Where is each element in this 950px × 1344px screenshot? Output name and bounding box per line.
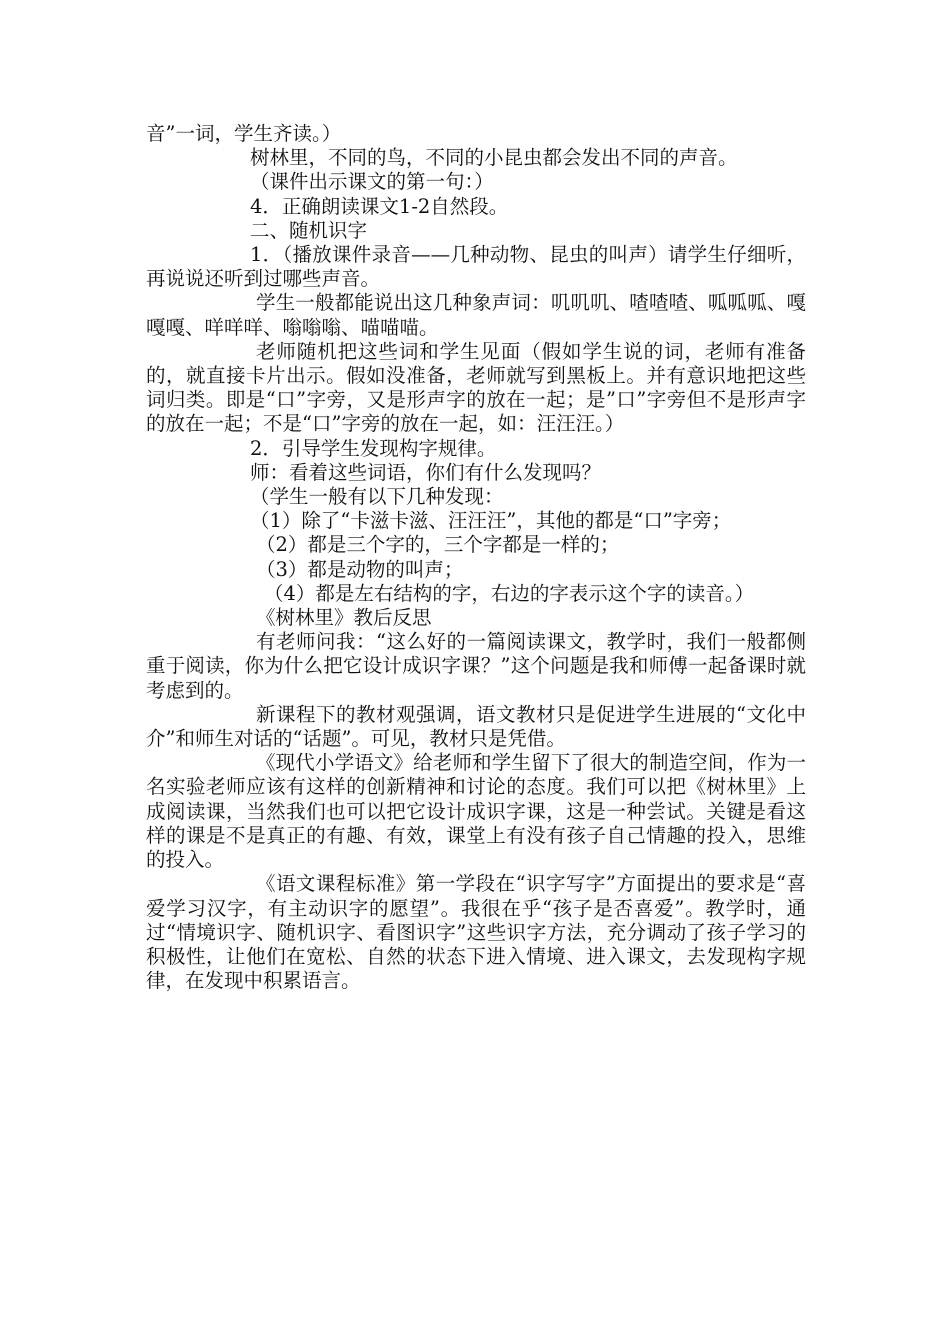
reflection-paragraph-4: 《语文课程标准》第一学段在“识字写字”方面提出的要求是“喜爱学习汉字，有主动识字的愿望”。我很在乎“孩子是否喜爱”。教学时，通过“情境识字、随机识字、看图识字”这些识字方法，充分调动了孩子学习的积极性，让他们在宽松、自然的状态下进入情境、进入课文，去发现构字规律，在发现中积累语言。 — [146, 872, 806, 993]
reflection-paragraph-2: 新课程下的教材观强调，语文教材只是促进学生进展的“文化中介”和师生对话的“话题”。可见，教材只是凭借。 — [146, 702, 806, 751]
paragraph-step-4: 4．正确朗读课文1-2自然段。 — [250, 194, 509, 218]
paragraph-teacher-cards: 老师随机把这些词和学生见面（假如学生说的词，老师有准备的，就直接卡片出示。假如没准备，老师就写到黑板上。并有意识地把这些词归类。即是“口”字旁，又是形声字的放在一起；是”口”字旁但不是形声字的放在一起；不是“口”字旁的放在一起，如：汪汪汪。） — [146, 339, 806, 436]
reflection-title: 《树林里》教后反思 — [256, 606, 432, 630]
section-heading-random-literacy: 二、随机识字 — [250, 218, 368, 242]
paragraph-intro-continuation: 音”一词，学生齐读。） — [146, 122, 342, 145]
paragraph-student-findings: （学生一般有以下几种发现： — [250, 485, 504, 509]
paragraph-forest-sentence: 树林里，不同的鸟，不同的小昆虫都会发出不同的声音。 — [250, 146, 738, 170]
paragraph-courseware-note: （课件出示课文的第一句：） — [250, 170, 494, 194]
document-body — [146, 122, 806, 993]
finding-item-2: （2）都是三个字的，三个字都是一样的； — [256, 533, 620, 557]
paragraph-teacher-question: 师：看着这些词语，你们有什么发现吗？ — [250, 460, 602, 484]
finding-item-3: （3）都是动物的叫声； — [256, 557, 464, 581]
paragraph-onomatopoeia: 学生一般都能说出这几种象声词：叽叽叽、喳喳喳、呱呱呱、嘎嘎嘎、咩咩咩、嗡嗡嗡、喵喵喵。 — [146, 291, 806, 339]
finding-item-1: （1）除了“卡滋卡滋、汪汪汪”，其他的都是“口”字旁； — [250, 509, 732, 533]
reflection-paragraph-3: 《现代小学语文》给老师和学生留下了很大的制造空间，作为一名实验老师应该有这样的创新精神和讨论的态度。我们可以把《树林里》上成阅读课，当然我们也可以把它设计成识字课，这是一种尝试。关键是看这样的课是不是真正的有趣、有效，课堂上有没有孩子自己情趣的投入，思维的投入。 — [146, 751, 806, 872]
reflection-paragraph-1: 有老师问我：“这么好的一篇阅读课文，教学时，我们一般都侧重于阅读，你为什么把它设计成识字课？”这个问题是我和师傅一起备课时就考虑到的。 — [146, 630, 806, 702]
paragraph-step-1: 1．（播放课件录音——几种动物、昆虫的叫声）请学生仔细听，再说说还听到过哪些声音。 — [146, 243, 806, 291]
finding-item-4: （4）都是左右结构的字，右边的字表示这个字的读音。） — [264, 581, 755, 605]
paragraph-step-2: 2．引导学生发现构字规律。 — [250, 436, 497, 460]
